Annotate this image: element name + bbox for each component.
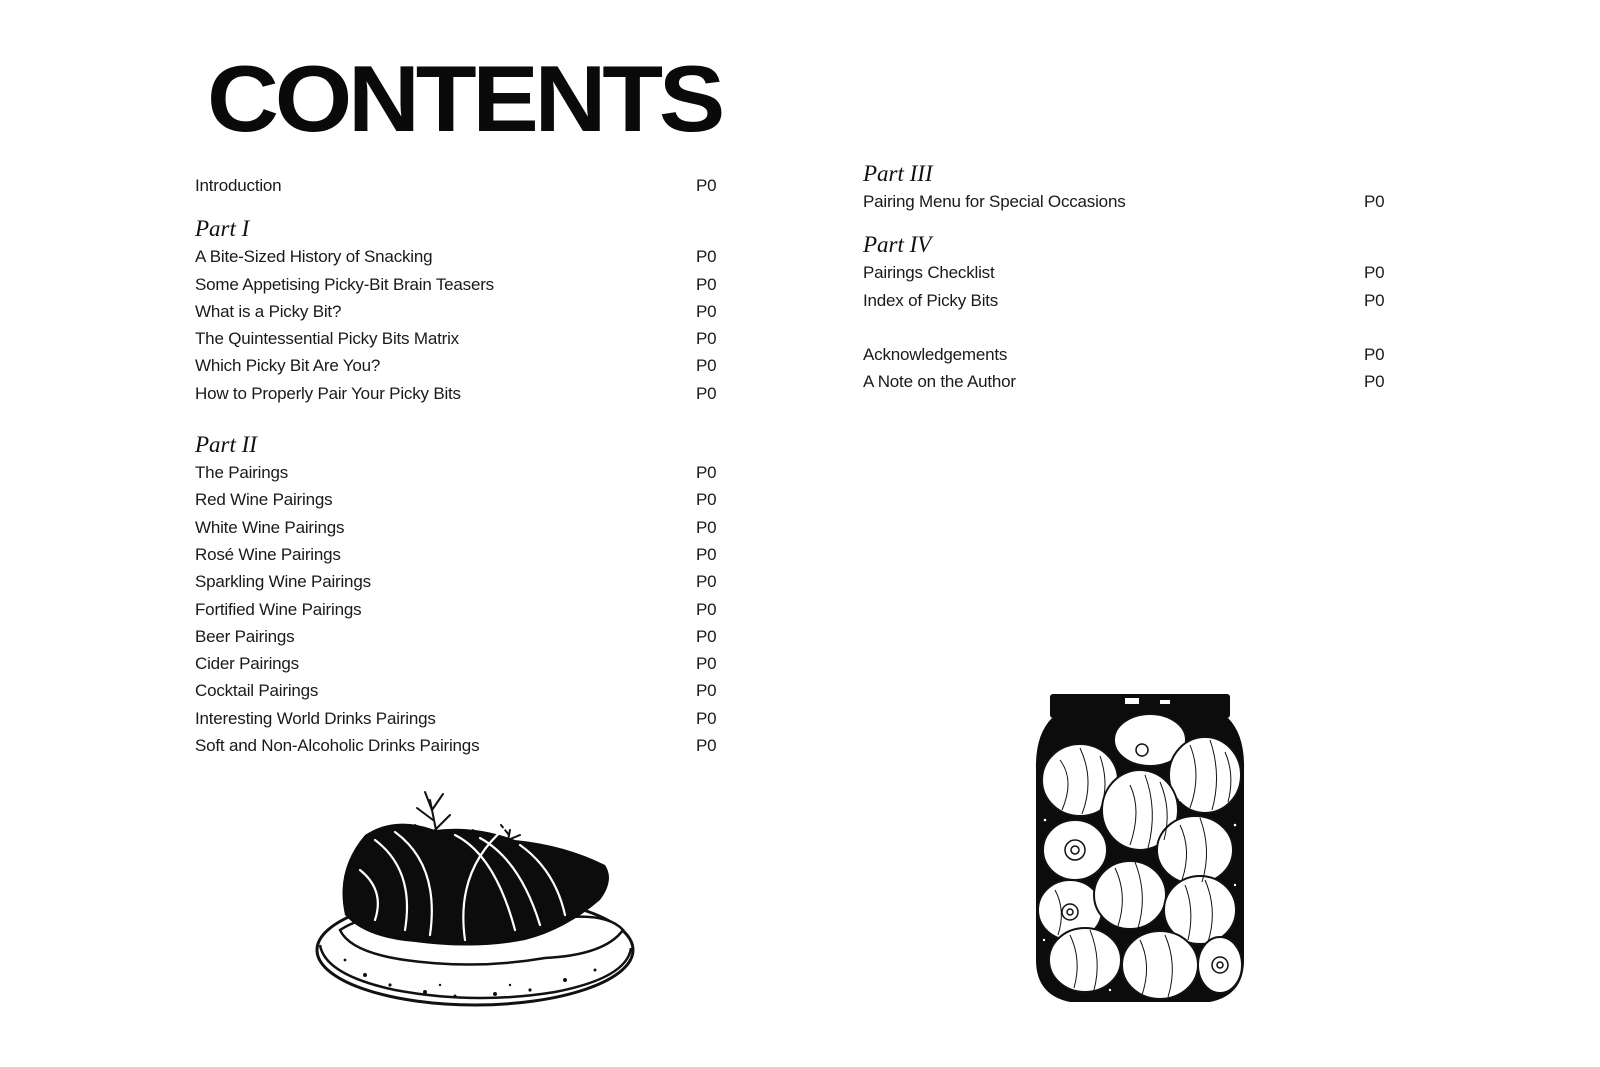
toc-entry-page: P0: [696, 247, 717, 267]
toc-entry-label: Cider Pairings: [195, 654, 299, 674]
toc-entry-introduction[interactable]: [195, 172, 720, 199]
toc-entry[interactable]: [195, 623, 720, 650]
toc-entry-page: P0: [696, 708, 717, 728]
toc-entry-page: P0: [696, 274, 717, 294]
toc-entry-page: P0: [696, 544, 717, 564]
toc-entry[interactable]: [195, 596, 720, 623]
toc-entry[interactable]: [195, 732, 720, 759]
toc-entry[interactable]: [195, 541, 720, 568]
toc-entry-page: P0: [696, 736, 717, 756]
toc-entry[interactable]: [195, 243, 720, 270]
toc-entry-label: Red Wine Pairings: [195, 490, 333, 510]
toc-entry-page: P0: [696, 654, 717, 674]
toc-entry-page: P0: [696, 329, 717, 349]
toc-entry[interactable]: [863, 287, 1388, 314]
part-heading: Part IV: [863, 232, 932, 258]
toc-entry-page: P0: [1364, 344, 1385, 364]
toc-entry-page: P0: [696, 463, 717, 483]
toc-entry-label: A Bite-Sized History of Snacking: [195, 247, 433, 267]
toc-entry-label: The Quintessential Picky Bits Matrix: [195, 329, 459, 349]
toc-entry-label: Acknowledgements: [863, 344, 1008, 364]
toc-entry-label: Pairing Menu for Special Occasions: [863, 192, 1126, 211]
page-title: CONTENTS: [207, 46, 722, 151]
toc-entry-label: Which Picky Bit Are You?: [195, 356, 381, 376]
toc-entry[interactable]: [195, 514, 720, 541]
pickled-onion-jar-illustration: [1030, 690, 1250, 1010]
toc-entry-acknowledgements[interactable]: [863, 341, 1388, 368]
toc-entry-page: P0: [696, 626, 717, 646]
toc-entry[interactable]: [195, 298, 720, 325]
toc-entry-label: Cocktail Pairings: [195, 681, 319, 701]
toc-entry-page: P0: [1364, 372, 1385, 392]
toc-entry-label: Index of Picky Bits: [863, 290, 999, 310]
toc-entry[interactable]: [195, 705, 720, 732]
part2-list: [195, 459, 720, 759]
part-heading: Part II: [195, 432, 257, 458]
toc-entry-page: P0: [696, 599, 717, 619]
toc-entry-page: P0: [1364, 192, 1385, 211]
toc-right-column: [863, 160, 1388, 395]
toc-entry-author-note[interactable]: [863, 368, 1388, 395]
toc-entry-page: P0: [1364, 290, 1385, 310]
toc-entry-label: Sparkling Wine Pairings: [195, 572, 371, 592]
part-heading: Part III: [863, 161, 933, 186]
toc-entry-label: Fortified Wine Pairings: [195, 599, 362, 619]
toc-entry-label: Rosé Wine Pairings: [195, 544, 341, 564]
toc-entry[interactable]: [195, 325, 720, 352]
toc-entry[interactable]: [863, 188, 1388, 215]
toc-entry[interactable]: [195, 352, 720, 379]
toc-entry[interactable]: [863, 259, 1388, 286]
toc-entry[interactable]: [195, 486, 720, 513]
toc-entry-page: P0: [696, 383, 717, 403]
part-heading: Part I: [195, 216, 250, 242]
toc-entry[interactable]: [195, 380, 720, 407]
toc-entry-page: P0: [696, 176, 717, 195]
toc-entry-label: Beer Pairings: [195, 626, 295, 646]
toc-entry-label: What is a Picky Bit?: [195, 301, 342, 321]
part1-list: [195, 243, 720, 407]
toc-entry[interactable]: [195, 677, 720, 704]
toc-entry-page: P0: [696, 356, 717, 376]
toc-entry[interactable]: [195, 459, 720, 486]
toc-entry-label: Introduction: [195, 176, 282, 195]
toc-entry-page: P0: [696, 490, 717, 510]
toc-entry[interactable]: [195, 650, 720, 677]
toc-entry-page: P0: [696, 572, 717, 592]
toc-entry-page: P0: [696, 681, 717, 701]
toc-entry-label: Soft and Non-Alcoholic Drinks Pairings: [195, 736, 480, 756]
toc-entry-label: Some Appetising Picky-Bit Brain Teasers: [195, 274, 494, 294]
toc-entry[interactable]: [195, 568, 720, 595]
toc-entry-label: How to Properly Pair Your Picky Bits: [195, 383, 461, 403]
toc-entry-page: P0: [1364, 263, 1385, 283]
toc-entry-label: Interesting World Drinks Pairings: [195, 708, 436, 728]
toc-entry-label: White Wine Pairings: [195, 517, 345, 537]
toc-left-column: [195, 172, 720, 759]
toc-entry-label: The Pairings: [195, 463, 289, 483]
toc-entry-page: P0: [696, 517, 717, 537]
toc-entry-label: Pairings Checklist: [863, 263, 995, 283]
toc-entry[interactable]: [195, 271, 720, 298]
fish-on-bread-illustration: [305, 780, 645, 1020]
toc-entry-label: A Note on the Author: [863, 372, 1016, 392]
toc-entry-page: P0: [696, 301, 717, 321]
